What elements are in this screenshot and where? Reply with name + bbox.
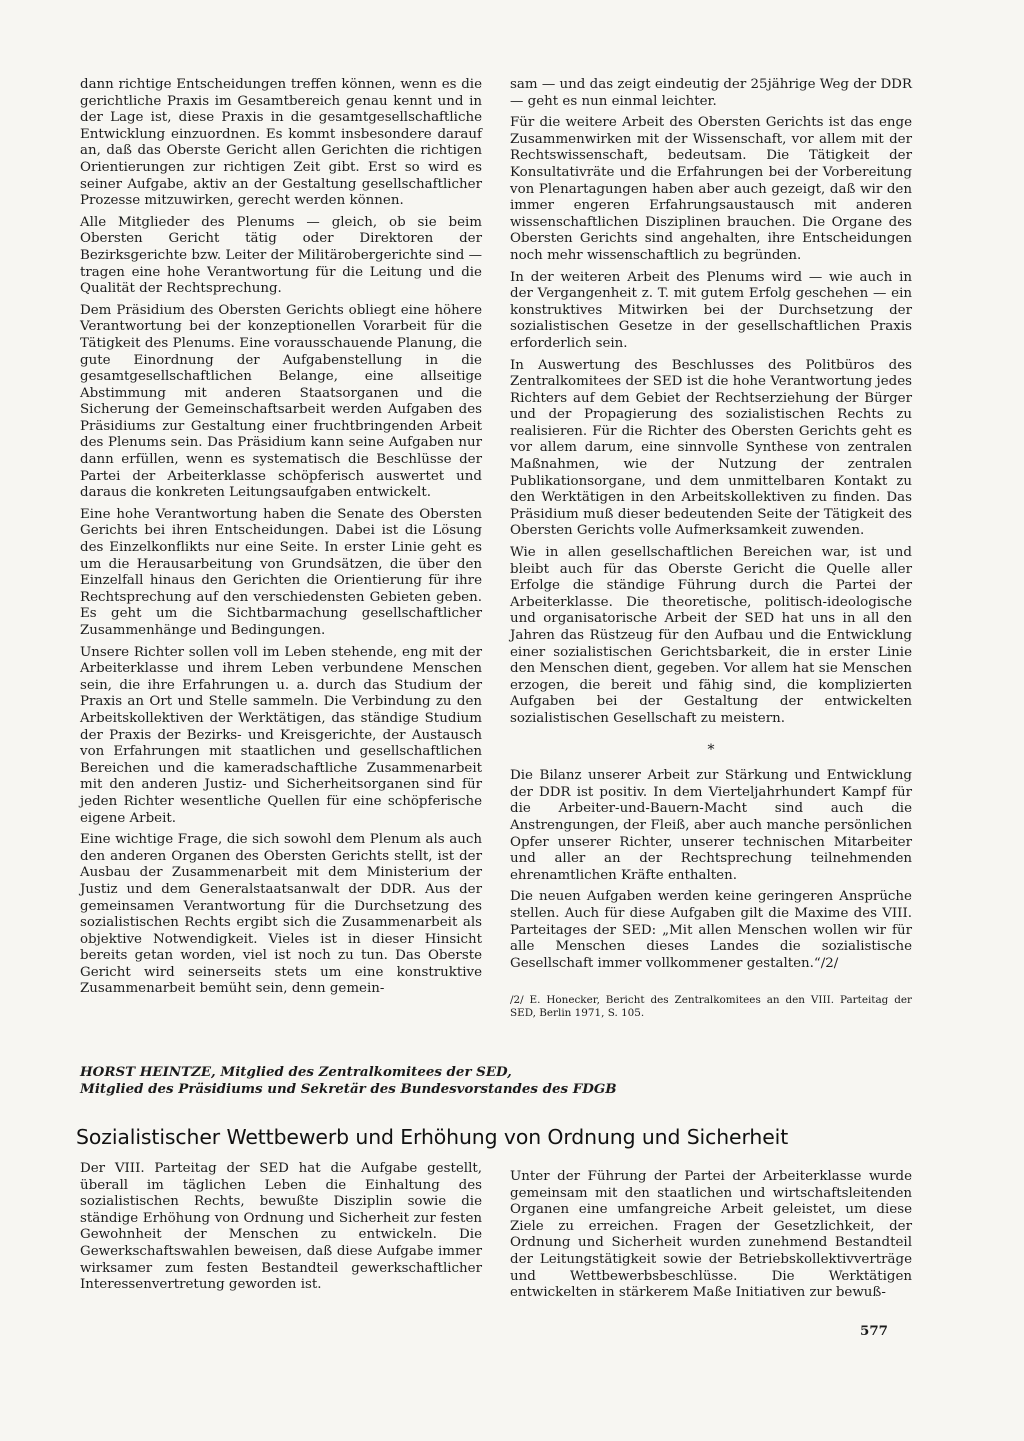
paragraph: dann richtige Entscheidungen treffen können, wenn es die gerichtliche Praxis im Gesamtbereich genau kennt und in der Lage ist, diese Praxis in die gesamtgesellschaftliche Entwicklung einzuordnen. Es kommt insbesondere darauf an, daß das Oberste Gericht allen Gerichten die richtigen Orientierungen zur richtigen Zeit gibt. Erst so wird es seiner Aufgabe, aktiv an der Gestaltung gesellschaftlicher Prozesse mitzuwirken, gerecht werden können. xyxy=(80,77,482,209)
article-right-column xyxy=(510,77,912,1020)
second-article-right-column xyxy=(510,1169,912,1307)
author-line: Mitglied des Präsidiums und Sekretär des Bundesvorstandes des FDGB xyxy=(80,1081,617,1097)
paragraph: Für die weitere Arbeit des Obersten Gerichts ist das enge Zusammenwirken mit der Wissenschaft, vor allem mit der Rechtswissenschaft, bedeutsam. Die Tätigkeit der Konsultativräte und die Erfahrungen bei der Vorbereitung von Plenartagungen haben aber auch gezeigt, daß wir den immer engeren Erfahrungsaustausch mit anderen wissenschaftlichen Disziplinen brauchen. Die Organe des Obersten Gerichts sind angehalten, ihre Entscheidungen noch mehr wissenschaftlich zu begründen. xyxy=(510,115,912,263)
section-separator: * xyxy=(707,741,715,758)
second-article-left-column xyxy=(80,1161,482,1299)
page-number: 577 xyxy=(860,1323,888,1339)
paragraph: Dem Präsidium des Obersten Gerichts obliegt eine höhere Verantwortung bei der konzeptionellen Vorarbeit für die Tätigkeit des Plenums. Eine vorausschauende Planung, die gute Einordnung der Aufgabenstellung in die gesamtgesellschaftlichen Belange, eine allseitige Abstimmung mit anderen Staatsorganen und die Sicherung der Gemeinschaftsarbeit werden Aufgaben des Präsidiums zur Gestaltung einer fruchtbringenden Arbeit des Plenums sein. Das Präsidium kann seine Aufgaben nur dann erfüllen, wenn es systematisch die Beschlüsse der Partei der Arbeiterklasse schöpferisch auswertet und daraus die konkreten Leitungsaufgaben entwickelt. xyxy=(80,302,482,501)
footnote: /2/ E. Honecker, Bericht des Zentralkomitees an den VIII. Parteitag der SED, Berlin 1971, S. 105. xyxy=(510,994,912,1020)
paragraph: Wie in allen gesellschaftlichen Bereichen war, ist und bleibt auch für das Oberste Gericht die Quelle aller Erfolge die ständige Führung durch die Partei der Arbeiterklasse. Die theoretische, politisch-ideologische und organisatorische Arbeit der SED hat uns in all den Jahren das Rüstzeug für den Aufbau und die Entwicklung einer sozialistischen Gerichtsbarkeit, die in erster Linie den Menschen dient, gegeben. Vor allem hat sie Menschen erzogen, die bereit und fähig sind, die komplizierten Aufgaben bei der Gestaltung der entwickelten sozialistischen Gesellschaft zu meistern. xyxy=(510,545,912,726)
article-left-column xyxy=(80,77,482,1003)
paragraph: Die Bilanz unserer Arbeit zur Stärkung und Entwicklung der DDR ist positiv. In dem Vierteljahrhundert Kampf für die Arbeiter-und-Bauern-Macht sind auch die Anstrengungen, der Fleiß, aber auch manche persönlichen Opfer unserer Richter, unserer technischen Mitarbeiter und aller an der Rechtsprechung teilnehmenden ehrenamtlichen Kräfte enthalten. xyxy=(510,768,912,883)
paragraph: Unter der Führung der Partei der Arbeiterklasse wurde gemeinsam mit den staatlichen und wirtschaftsleitenden Organen eine umfangreiche Arbeit geleistet, um diese Ziele zu erreichen. Fragen der Gesetzlichkeit, der Ordnung und Sicherheit wurden zunehmend Bestandteil der Leitungstätigkeit sowie der Betriebskollektivverträge und Wettbewerbsbeschlüsse. Die Werktätigen entwickelten in stärkerem Maße Initiativen zur bewuß- xyxy=(510,1169,912,1301)
paragraph: Der VIII. Parteitag der SED hat die Aufgabe gestellt, überall im täglichen Leben die Einhaltung des sozialistischen Rechts, bewußte Disziplin sowie die ständige Erhöhung von Ordnung und Sicherheit zur festen Gewohnheit der Menschen zu entwickeln. Die Gewerkschaftswahlen beweisen, daß diese Aufgabe immer wirksamer zum festen Bestandteil gewerkschaftlicher Interessenvertretung geworden ist. xyxy=(80,1161,482,1293)
paragraph: Die neuen Aufgaben werden keine geringeren Ansprüche stellen. Auch für diese Aufgaben gilt die Maxime des VIII. Parteitages der SED: „Mit allen Menschen wollen wir für alle Menschen dieses Landes die sozialistische Gesellschaft immer vollkommener gestalten.“/2/ xyxy=(510,889,912,971)
paragraph: Eine hohe Verantwortung haben die Senate des Obersten Gerichts bei ihren Entscheidungen. Dabei ist die Lösung des Einzelkonflikts nur eine Seite. In erster Linie geht es um die Herausarbeitung von Grundsätzen, die über den Einzelfall hinaus den Gerichten die Orientierung für ihre Rechtsprechung auf den verschiedensten Gebieten geben. Es geht um die Sichtbarmachung gesellschaftlicher Zusammenhänge und Bedingungen. xyxy=(80,506,482,638)
article-headline: Sozialistischer Wettbewerb und Erhöhung von Ordnung und Sicherheit xyxy=(76,1125,789,1149)
paragraph: sam — und das zeigt eindeutig der 25jährige Weg der DDR — geht es nun einmal leichter. xyxy=(510,77,912,109)
author-line: HORST HEINTZE, Mitglied des Zentralkomitees der SED, xyxy=(80,1064,512,1080)
paragraph: Eine wichtige Frage, die sich sowohl dem Plenum als auch den anderen Organen des Obersten Gerichts stellt, ist der Ausbau der Zusammenarbeit mit dem Ministerium der Justiz und dem Generalstaatsanwalt der DDR. Aus der gemeinsamen Verantwortung für die Durchsetzung des sozialistischen Rechts ergibt sich die Zusammenarbeit als objektive Notwendigkeit. Vieles ist in dieser Hinsicht bereits getan worden, viel ist noch zu tun. Das Oberste Gericht wird seinerseits stets um eine konstruktive Zusammenarbeit bemüht sein, denn gemein- xyxy=(80,832,482,997)
paragraph: In Auswertung des Beschlusses des Politbüros des Zentralkomitees der SED ist die hohe Verantwortung jedes Richters auf dem Gebiet der Rechtserziehung der Bürger und der Propagierung des sozialistischen Rechts zu realisieren. Für die Richter des Obersten Gerichts geht es vor allem darum, eine sinnvolle Synthese von zentralen Maßnahmen, wie der Nutzung der zentralen Publikationsorgane, und dem unmittelbaren Kontakt zu den Werktätigen in den Arbeitskollektiven zu finden. Das Präsidium muß dieser bedeutenden Seite der Tätigkeit des Obersten Gerichts volle Aufmerksamkeit zuwenden. xyxy=(510,357,912,539)
paragraph: Unsere Richter sollen voll im Leben stehende, eng mit der Arbeiterklasse und ihrem Leben verbundene Menschen sein, die ihre Erfahrungen u. a. durch das Studium der Praxis an Ort und Stelle sammeln. Die Verbindung zu den Arbeitskollektiven der Werktätigen, das ständige Studium der Praxis der Bezirks- und Kreisgerichte, der Austausch von Erfahrungen mit staatlichen und gesellschaftlichen Bereichen und die kameradschaftliche Zusammenarbeit mit den anderen Justiz- und Sicherheitsorganen sind für jeden Richter wesentliche Quellen für eine schöpferische eigene Arbeit. xyxy=(80,644,482,826)
author-byline xyxy=(80,1064,920,1098)
paragraph: In der weiteren Arbeit des Plenums wird — wie auch in der Vergangenheit z. T. mit gutem Erfolg geschehen — ein konstruktives Mitwirken bei der Durchsetzung der sozialistischen Gesetze in der gesellschaftlichen Praxis erforderlich sein. xyxy=(510,269,912,351)
paragraph: Alle Mitglieder des Plenums — gleich, ob sie beim Obersten Gericht tätig oder Direktoren der Bezirksgerichte bzw. Leiter der Militärobergerichte sind — tragen eine hohe Verantwortung für die Leitung und die Qualität der Rechtsprechung. xyxy=(80,214,482,297)
